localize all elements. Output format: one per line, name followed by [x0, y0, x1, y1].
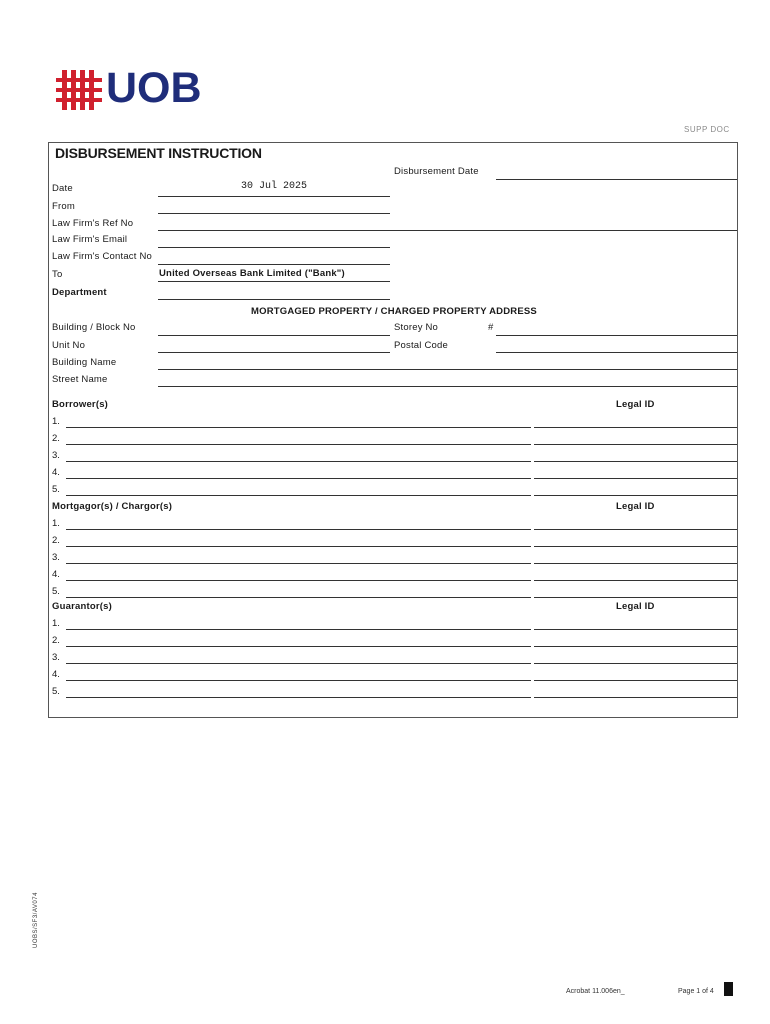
- party-legal-id-field[interactable]: [534, 546, 737, 547]
- form-title: DISBURSEMENT INSTRUCTION: [55, 145, 262, 161]
- to-value: United Overseas Bank Limited ("Bank"): [159, 268, 345, 279]
- party-name-field[interactable]: [66, 478, 531, 479]
- party-name-field[interactable]: [66, 495, 531, 496]
- party-legal-id-field[interactable]: [534, 478, 737, 479]
- party-name-field[interactable]: [66, 629, 531, 630]
- party-legal-id-field[interactable]: [534, 580, 737, 581]
- street-name-label: Street Name: [52, 374, 108, 385]
- department-field[interactable]: [158, 299, 390, 300]
- row-number: 3.: [52, 552, 60, 563]
- party-legal-id-field[interactable]: [534, 495, 737, 496]
- from-label: From: [52, 201, 75, 212]
- law-firm-email-label: Law Firm's Email: [52, 234, 128, 245]
- date-value[interactable]: 30 Jul 2025: [240, 181, 307, 192]
- law-firm-ref-label: Law Firm's Ref No: [52, 218, 134, 229]
- row-number: 5.: [52, 586, 60, 597]
- department-label: Department: [52, 287, 107, 298]
- unit-field[interactable]: [158, 352, 390, 353]
- party-section-title: Borrower(s): [52, 399, 109, 410]
- from-field[interactable]: [158, 213, 390, 214]
- party-section-title: Mortgagor(s) / Chargor(s): [52, 501, 173, 512]
- law-firm-email-field[interactable]: [158, 247, 390, 248]
- disbursement-date-field[interactable]: [496, 179, 737, 180]
- party-name-field[interactable]: [66, 444, 531, 445]
- party-name-field[interactable]: [66, 461, 531, 462]
- party-name-field[interactable]: [66, 563, 531, 564]
- law-firm-contact-field[interactable]: [158, 264, 390, 265]
- legal-id-label: Legal ID: [616, 399, 655, 410]
- side-form-code: UOBS/SF3/AV074: [33, 892, 39, 948]
- building-block-field[interactable]: [158, 335, 390, 336]
- date-label: Date: [52, 183, 73, 194]
- party-legal-id-field[interactable]: [534, 461, 737, 462]
- building-block-label: Building / Block No: [52, 322, 136, 333]
- row-number: 5.: [52, 484, 60, 495]
- row-number: 2.: [52, 433, 60, 444]
- building-name-label: Building Name: [52, 357, 117, 368]
- postal-field[interactable]: [496, 352, 737, 353]
- to-field-line: [158, 281, 390, 282]
- property-section-title: MORTGAGED PROPERTY / CHARGED PROPERTY ADDRESS: [251, 306, 537, 317]
- party-name-field[interactable]: [66, 427, 531, 428]
- party-legal-id-field[interactable]: [534, 597, 737, 598]
- uob-logo: [56, 64, 202, 117]
- brand-name: UOB: [106, 64, 202, 112]
- page-number: Page 1 of 4: [678, 988, 714, 995]
- storey-label: Storey No: [394, 322, 439, 333]
- row-number: 4.: [52, 467, 60, 478]
- row-number: 5.: [52, 686, 60, 697]
- legal-id-label: Legal ID: [616, 601, 655, 612]
- storey-field[interactable]: [496, 335, 737, 336]
- row-number: 1.: [52, 618, 60, 629]
- row-number: 3.: [52, 652, 60, 663]
- postal-label: Postal Code: [394, 340, 448, 351]
- party-name-field[interactable]: [66, 697, 531, 698]
- party-legal-id-field[interactable]: [534, 444, 737, 445]
- party-section-title: Guarantor(s): [52, 601, 112, 612]
- party-legal-id-field[interactable]: [534, 646, 737, 647]
- party-legal-id-field[interactable]: [534, 629, 737, 630]
- party-name-field[interactable]: [66, 646, 531, 647]
- unit-label: Unit No: [52, 340, 86, 351]
- party-name-field[interactable]: [66, 529, 531, 530]
- party-name-field[interactable]: [66, 680, 531, 681]
- party-legal-id-field[interactable]: [534, 563, 737, 564]
- legal-id-label: Legal ID: [616, 501, 655, 512]
- party-legal-id-field[interactable]: [534, 529, 737, 530]
- date-field-line: [158, 196, 390, 197]
- party-name-field[interactable]: [66, 546, 531, 547]
- party-legal-id-field[interactable]: [534, 663, 737, 664]
- corner-marker: [724, 982, 733, 996]
- row-number: 4.: [52, 569, 60, 580]
- law-firm-ref-field[interactable]: [158, 230, 737, 231]
- row-number: 1.: [52, 518, 60, 529]
- acrobat-version: Acrobat 11.006en_: [566, 988, 625, 995]
- party-legal-id-field[interactable]: [534, 697, 737, 698]
- disbursement-date-label: Disbursement Date: [394, 166, 479, 177]
- row-number: 4.: [52, 669, 60, 680]
- row-number: 1.: [52, 416, 60, 427]
- building-name-field[interactable]: [158, 369, 737, 370]
- party-name-field[interactable]: [66, 663, 531, 664]
- to-label: To: [52, 269, 63, 280]
- party-name-field[interactable]: [66, 580, 531, 581]
- row-number: 2.: [52, 535, 60, 546]
- party-legal-id-field[interactable]: [534, 680, 737, 681]
- law-firm-contact-label: Law Firm's Contact No: [52, 251, 152, 262]
- street-name-field[interactable]: [158, 386, 737, 387]
- storey-hash: #: [488, 322, 494, 333]
- party-legal-id-field[interactable]: [534, 427, 737, 428]
- supp-doc-label: SUPP DOC: [684, 125, 730, 134]
- uob-logo-mark-icon: [56, 68, 102, 112]
- form-frame: [48, 142, 738, 718]
- row-number: 3.: [52, 450, 60, 461]
- party-name-field[interactable]: [66, 597, 531, 598]
- row-number: 2.: [52, 635, 60, 646]
